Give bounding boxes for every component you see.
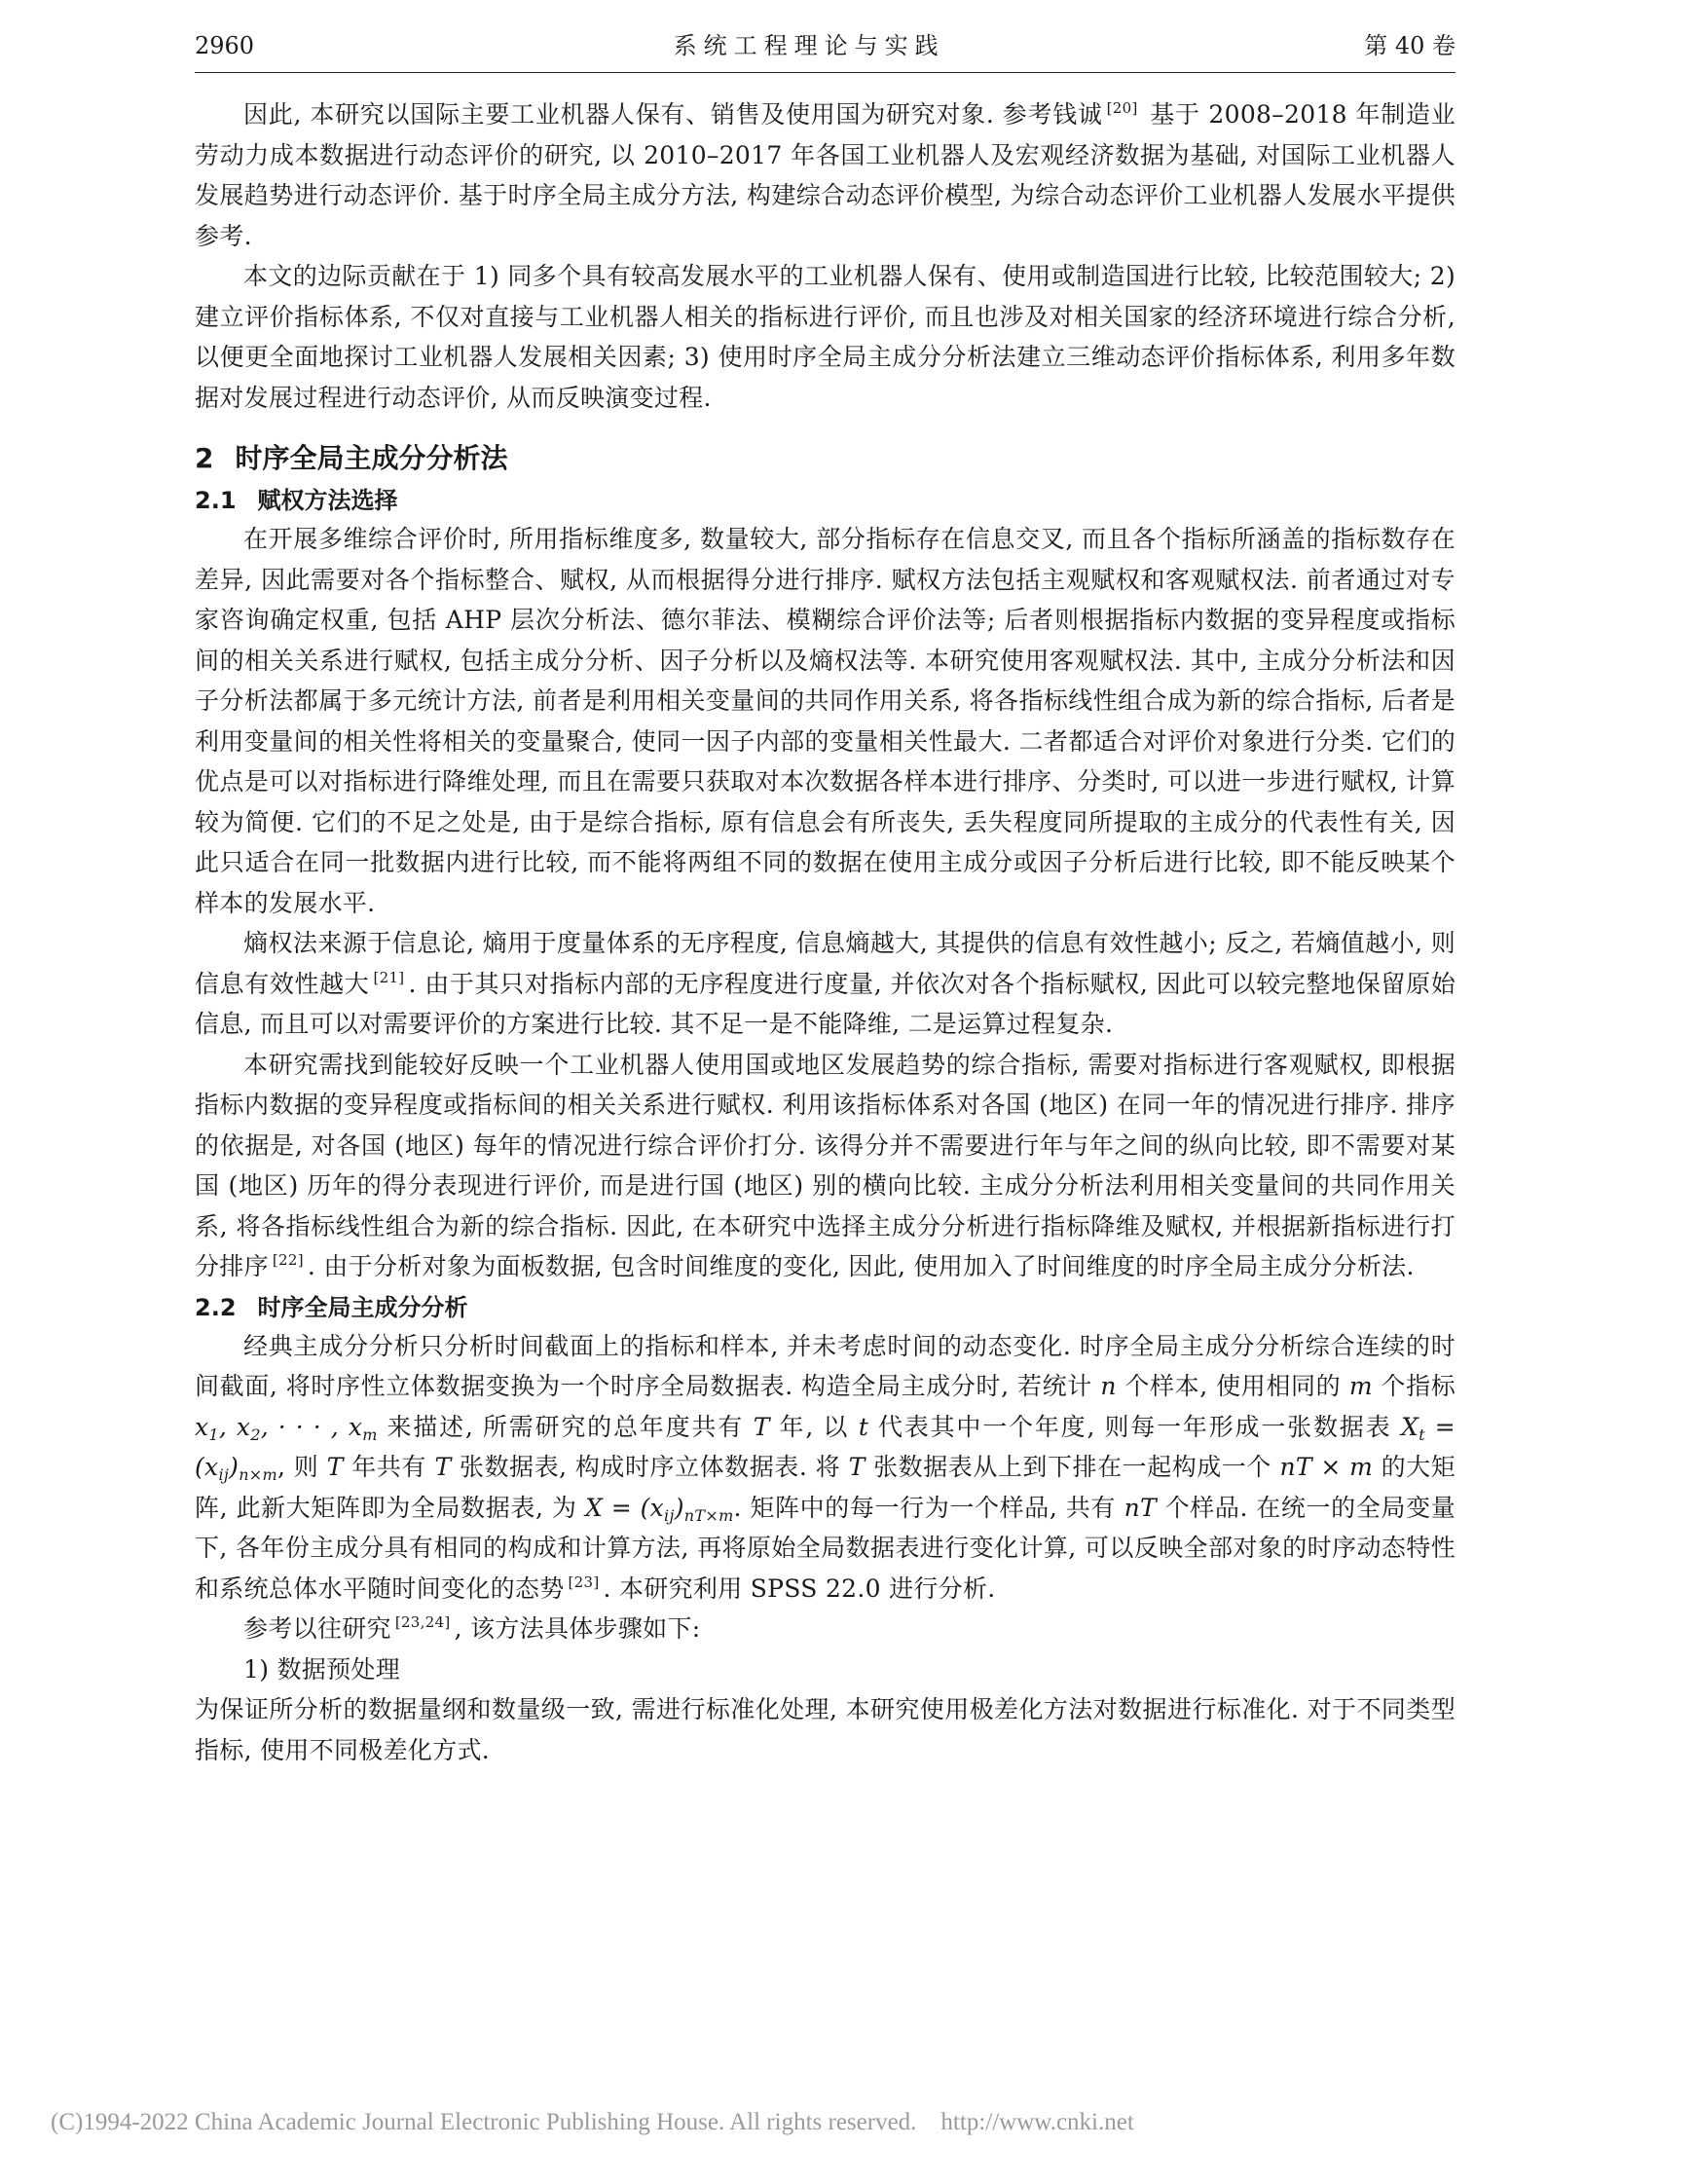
paragraph-5: 本研究需找到能较好反映一个工业机器人使用国或地区发展趋势的综合指标, 需要对指标进行客观赋权, 即根据指标内数据的变异程度或指标间的相关关系进行赋权. 利用该指标体系对各国 (地区) 在同一年的情况进行排序. 排序的依据是, 对各国 (地区) 每年的情况进行综合评价打分. 该得分并不需要进行年与年之间的纵向比较, 即不需要对某国 (地区) 历年的得分表现进行评价, 而是进行国 (地区) 别的横向比较. 主成分分析法利用相关变量间的共同作用关系, 将各指标线性组合为新的综合指标. 因此, 在本研究中选择主成分分析进行指标降维及赋权, 并根据新指标进行打分排序 [22] . 由于分析对象为面板数据, 包含时间维度的变化, 因此, 使用加入了时间维度的时序全局主成分分析法. [195,1050,1455,1280]
math-n: n [1100,1372,1117,1400]
copyright-text: (C)1994-2022 China Academic Journal Electronic Publishing House. All rights reserved. [51,2109,917,2135]
section-heading-2: 2 时序全局主成分分析法 [195,442,508,474]
journal-page [195,29,1455,1770]
page-number: 2960 [195,32,255,59]
citation[interactable]: [20] [1106,99,1138,117]
paragraph-4: 熵权法来源于信息论, 熵用于度量体系的无序程度, 信息熵越大, 其提供的信息有效性越小; 反之, 若熵值越小, 则信息有效性越大 [21] . 由于其只对指标内部的无序程度进行度量, 并依次对各个指标赋权, 因此可以较完整地保留原始信息, 而且可以对需要评价的方案进行比较. 其不足一是不能降维, 二是运算过程复杂. [195,929,1455,1038]
section-heading-2-2: 2.2 时序全局主成分分析 [195,1293,468,1321]
paragraph-7: 参考以往研究 [23,24] , 该方法具体步骤如下: [243,1613,701,1643]
math-variables: $x_1$, $x_2$, · · · , $x_m$ [195,1412,378,1444]
step-1-label: 1) 数据预处理 [243,1654,401,1684]
volume-label: 第 40 卷 [1364,32,1455,59]
paragraph-6: 经典主成分分析只分析时间截面上的指标和样本, 并未考虑时间的动态变化. 时序全局主成分分析综合连续的时间截面, 将时序性立体数据变换为一个时序全局数据表. 构造全局主成分时, 若统计 n 个样本, 使用相同的 m 个指标 $x_1$, $x_2$, · · · , $x_m$ 来描述, 所需研究的总年度共有 T 年, 以 t 代表其中一个年度, 则每一年形成一张数据表 $X_t = (x_{ij})_{n\times m}$, 则 T 年共有 T 张数据表, 构成时序立体数据表. 将 T 张数据表从上到下排在一起构成一个 nT × m 的大矩阵, 此新大矩阵即为全局数据表, 为 $X = (x_{ij})_{nT\times m}$. 矩阵中的每一行为一个样品, 共有 nT 个样品. 在统一的全局变量下, 各年份主成分具有相同的构成和计算方法, 再将原始全局数据表进行变化计算, 可以反映全部对象的时序动态特性和系统总体水平随时间变化的态势 [23] . 本研究利用 SPSS 22.0 进行分析. [195,1331,1456,1603]
math-data-table: $X_t = (x_{ij})_{n\times m}$ [195,1412,1456,1484]
paragraph-2: 本文的边际贡献在于 1) 同多个具有较高发展水平的工业机器人保有、使用或制造国进行比较, 比较范围较大; 2) 建立评价指标体系, 不仅对直接与工业机器人相关的指标进行评价, 而且也涉及对相关国家的经济环境进行综合分析, 以便更全面地探讨工业机器人发展相关因素; 3) 使用时序全局主成分分析法建立三维动态评价指标体系, 利用多年数据对发展过程进行动态评价, 从而反映演变过程. [195,262,1455,412]
citation[interactable]: [23] [568,1573,600,1591]
math-m: m [1348,1372,1373,1400]
citation[interactable]: [23,24] [394,1613,451,1631]
copyright-footer [51,2109,1134,2136]
paragraph-9: 为保证所分析的数据量纲和数量级一致, 需进行标准化处理, 本研究使用极差化方法对数据进行标准化. 对于不同类型指标, 使用不同极差化方式. [195,1695,1455,1764]
math-global-table: $X = (x_{ij})_{nT\times m}$ [585,1493,734,1525]
running-header [195,29,1455,73]
citation[interactable]: [22] [272,1251,304,1269]
section-heading-2-1: 2.1 赋权方法选择 [195,487,398,514]
paragraph-1: 因此, 本研究以国际主要工业机器人保有、销售及使用国为研究对象. 参考钱诚 [20] 基于 2008–2018 年制造业劳动力成本数据进行动态评价的研究, 以 2010–2017 年各国工业机器人及宏观经济数据为基础, 对国际工业机器人发展趋势进行动态评价. 基于时序全局主成分方法, 构建综合动态评价模型, 为综合动态评价工业机器人发展水平提供参考. [195,99,1455,250]
article-body [195,94,1455,1770]
citation[interactable]: [21] [373,968,405,986]
paragraph-3: 在开展多维综合评价时, 所用指标维度多, 数量较大, 部分指标存在信息交叉, 而且各个指标所涵盖的指标数存在差异, 因此需要对各个指标整合、赋权, 从而根据得分进行排序. 赋权方法包括主观赋权和客观赋权法. 前者通过对专家咨询确定权重, 包括 AHP 层次分析法、德尔菲法、模糊综合评价法等; 后者则根据指标内数据的变异程度或指标间的相关关系进行赋权, 包括主成分分析、因子分析以及熵权法等. 本研究使用客观赋权法. 其中, 主成分分析法和因子分析法都属于多元统计方法, 前者是利用相关变量间的共同作用关系, 将各指标线性组合成为新的综合指标, 后者是利用变量间的相关性将相关的变量聚合, 使同一因子内部的变量相关性最大. 二者都适合对评价对象进行分类. 它们的优点是可以对指标进行降维处理, 而且在需要只获取对本次数据各样本进行排序、分类时, 可以进一步进行赋权, 计算较为简便. 它们的不足之处是, 由于是综合指标, 原有信息会有所丧失, 丢失程度同所提取的主成分的代表性有关, 因此只适合在同一批数据内进行比较, 而不能将两组不同的数据在使用主成分或因子分析后进行比较, 即不能反映某个样本的发展水平. [195,525,1455,917]
cnki-link[interactable]: http://www.cnki.net [940,2109,1134,2135]
journal-title: 系统工程理论与实践 [673,32,945,59]
